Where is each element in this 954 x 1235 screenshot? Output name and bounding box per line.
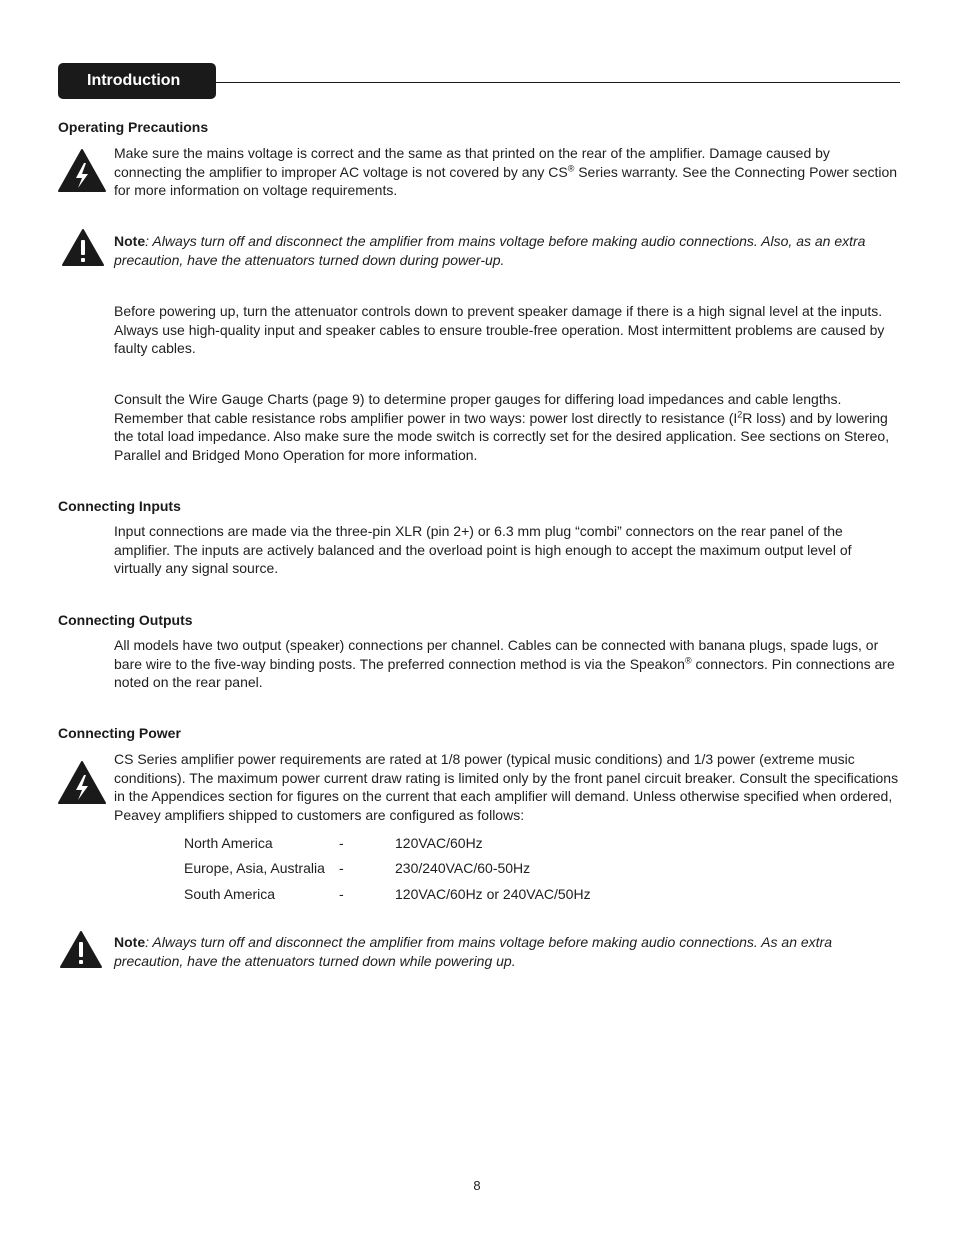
note-power-connections [114, 933, 900, 970]
wire-gauge-paragraph [114, 390, 900, 464]
separator-cell: - [339, 885, 344, 902]
high-voltage-warning-icon [57, 760, 107, 805]
note-label: Note [114, 934, 146, 950]
mains-voltage-text-2: Series warranty. See the Connecting Power section for more information on voltage requirements. [114, 163, 898, 199]
mains-voltage-text-1: Make sure the mains voltage is correct and the same as that printed on the rear of the amplifier. Damage caused by connecting the amplifier to improper AC voltage is not covered by any CS [114, 145, 830, 180]
section-title: Introduction [87, 72, 181, 89]
voltage-cell: 120VAC/60Hz [395, 834, 483, 851]
heading-connecting-power: Connecting Power [58, 725, 181, 741]
table-row [184, 881, 591, 907]
table-row [184, 830, 591, 856]
region-cell: Europe, Asia, Australia [184, 860, 325, 877]
voltage-cell: 120VAC/60Hz or 240VAC/50Hz [395, 885, 591, 902]
voltage-cell: 230/240VAC/60-50Hz [395, 860, 531, 877]
mains-voltage-paragraph [114, 144, 900, 200]
separator-cell: - [339, 834, 344, 851]
heading-connecting-outputs: Connecting Outputs [58, 612, 193, 628]
registered-mark: ® [684, 654, 692, 665]
section-title-tab [58, 63, 216, 99]
connecting-outputs-text-1: All models have two output (speaker) connections per channel. Cables can be connected with banana plugs, spade lugs, or bare wire to the five-way binding posts. The preferred connection method is via the Speakon [114, 637, 879, 672]
squared-superscript: 2 [737, 408, 743, 419]
connecting-outputs-paragraph [114, 636, 900, 692]
high-voltage-warning-icon [57, 148, 107, 193]
note-text: : Always turn off and disconnect the amplifier from mains voltage before making audio connections. As an extra precaution, have the attenuators turned down while powering up. [114, 934, 832, 969]
note-text: : Always turn off and disconnect the amplifier from mains voltage before making audio connections. Also, as an extra precaution, have the attenuators turned down during power-up. [114, 233, 866, 268]
connecting-power-paragraph: CS Series amplifier power requirements are rated at 1/8 power (typical music conditions) and 1/3 power (extreme music conditions). The maximum power current draw rating is limited only by the front panel circuit breaker. Consult the specifications in the Appendices section for figures on the current that each amplifier will demand. Unless otherwise specified when ordered, Peavey amplifiers shipped to customers are configured as follows: [114, 751, 899, 823]
wire-gauge-text-2: R loss) and by lowering the total load impedance. Also make sure the mode switch is correctly set for the desired application. See sections on Stereo, Parallel and Bridged Mono Operation for more information. [114, 409, 890, 463]
voltage-configuration-table [184, 830, 591, 907]
connecting-inputs-paragraph: Input connections are made via the three-pin XLR (pin 2+) or 6.3 mm plug “combi” connectors on the rear panel of the amplifier. The inputs are actively balanced and the overload point is high enough to accept the maximum output level of virtually any signal source. [114, 523, 852, 577]
note-label: Note [114, 233, 146, 249]
exclamation-warning-icon [59, 930, 103, 969]
separator-cell: - [339, 860, 344, 877]
heading-connecting-inputs: Connecting Inputs [58, 498, 181, 514]
wire-gauge-text-1: Consult the Wire Gauge Charts (page 9) to determine proper gauges for differing load impedances and cable lengths. Remember that cable resistance robs amplifier power in two ways: power lost directly to resistance (I [114, 391, 842, 426]
region-cell: North America [184, 834, 273, 851]
connecting-outputs-text-2: connectors. Pin connections are noted on the rear panel. [114, 655, 895, 691]
page-number: 8 [473, 1178, 481, 1193]
table-row [184, 856, 591, 882]
heading-operating-precautions: Operating Precautions [58, 119, 209, 135]
exclamation-warning-icon [61, 228, 105, 267]
section-divider [216, 82, 900, 83]
attenuator-paragraph: Before powering up, turn the attenuator controls down to prevent speaker damage if there is a high signal level at the inputs. Always use high-quality input and speaker cables to ensure trouble-free operation. Most intermittent problems are caused by faulty cables. [114, 303, 885, 357]
registered-mark: ® [567, 162, 575, 173]
region-cell: South America [184, 885, 276, 902]
note-audio-connections [114, 232, 900, 269]
